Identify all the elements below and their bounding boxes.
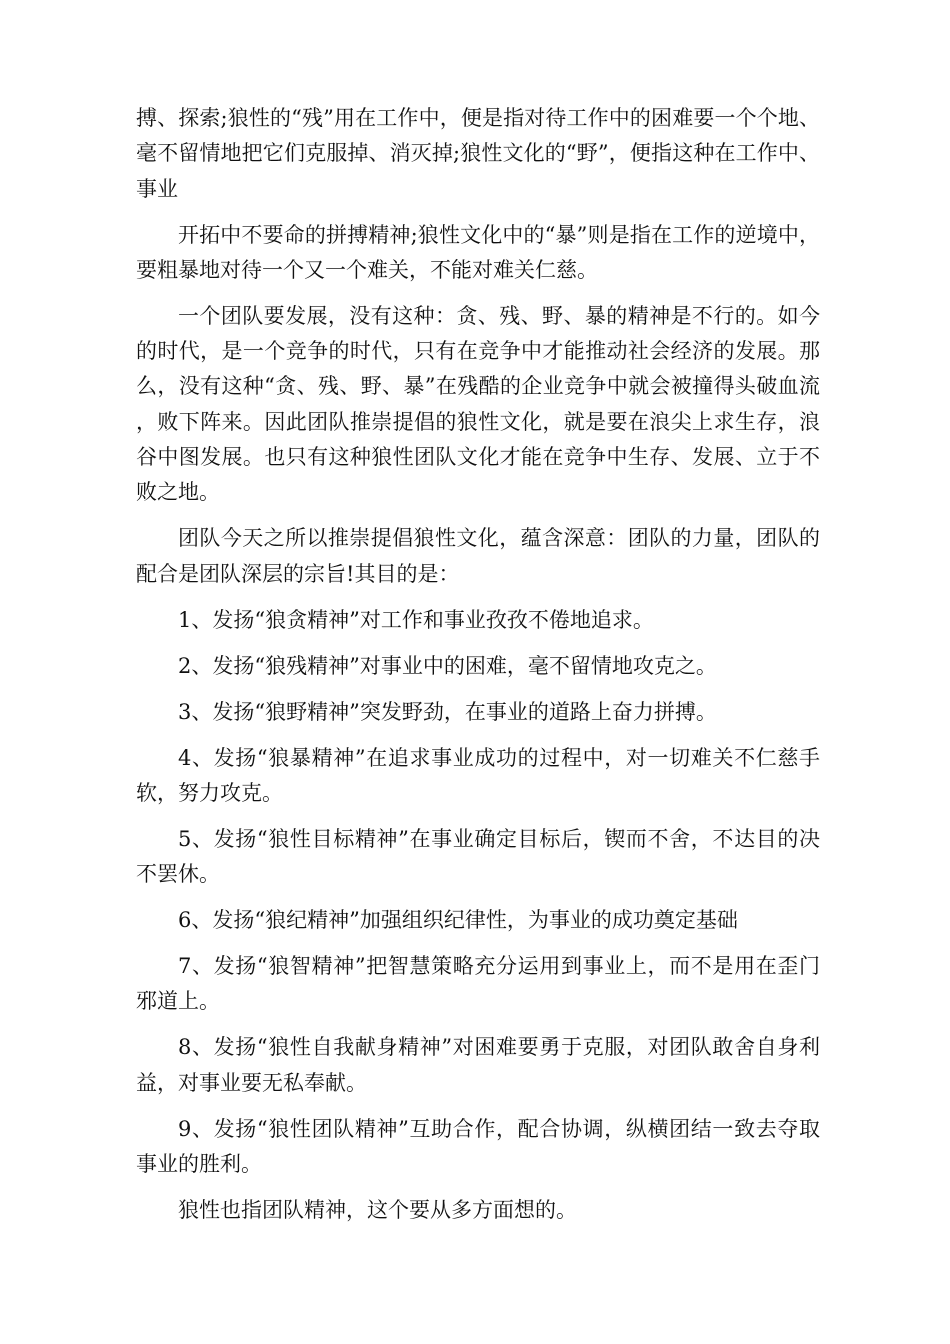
paragraph: 开拓中不要命的拼搏精神;狼性文化中的“暴”则是指在工作的逆境中，要粗暴地对待一个又一个难关，不能对难关仁慈。: [136, 222, 820, 282]
list-item: 5、发扬“狼性目标精神”在事业确定目标后，锲而不舍，不达目的决不罢休。: [136, 826, 820, 887]
list-item: 1、发扬“狼贪精神”对工作和事业孜孜不倦地追求。: [178, 607, 654, 632]
list-item: 4、发扬“狼暴精神”在追求事业成功的过程中，对一切难关不仁慈手软，努力攻克。: [136, 745, 820, 805]
list-item: 3、发扬“狼野精神”突发野劲，在事业的道路上奋力拼搏。: [178, 699, 717, 724]
list-item: 6、发扬“狼纪精神”加强组织纪律性，为事业的成功奠定基础: [178, 908, 738, 933]
paragraph: 搏、探索;狼性的“残”用在工作中，便是指对待工作中的困难要一个个地、毫不留情地把它们克服掉、消灭掉;狼性文化的“野”，便指这种在工作中、事业: [136, 106, 820, 201]
list-item: 8、发扬“狼性自我献身精神”对困难要勇于克服，对团队敢舍自身利益，对事业要无私奉献。: [136, 1035, 820, 1095]
list-item: 7、发扬“狼智精神”把智慧策略充分运用到事业上，而不是用在歪门邪道上。: [136, 954, 820, 1014]
paragraph: 团队今天之所以推崇提倡狼性文化，蕴含深意：团队的力量，团队的配合是团队深层的宗旨!其目的是：: [136, 526, 820, 586]
list-item: 2、发扬“狼残精神”对事业中的困难，毫不留情地攻克之。: [178, 653, 717, 678]
paragraph: 狼性也指团队精神，这个要从多方面想的。: [178, 1197, 577, 1222]
document-body: [136, 101, 820, 1239]
list-item: 9、发扬“狼性团队精神”互助合作，配合协调，纵横团结一致去夺取事业的胜利。: [136, 1116, 820, 1176]
paragraph: 一个团队要发展，没有这种：贪、残、野、暴的精神是不行的。如今的时代，是一个竞争的时代，只有在竞争中才能推动社会经济的发展。那么，没有这种“贪、残、野、暴”在残酷的企业竞争中就会被撞得头破血流，败下阵来。因此团队推崇提倡的狼性文化，就是要在浪尖上求生存，浪谷中图发展。也只有这种狼性团队文化才能在竞争中生存、发展、立于不败之地。: [136, 303, 820, 505]
